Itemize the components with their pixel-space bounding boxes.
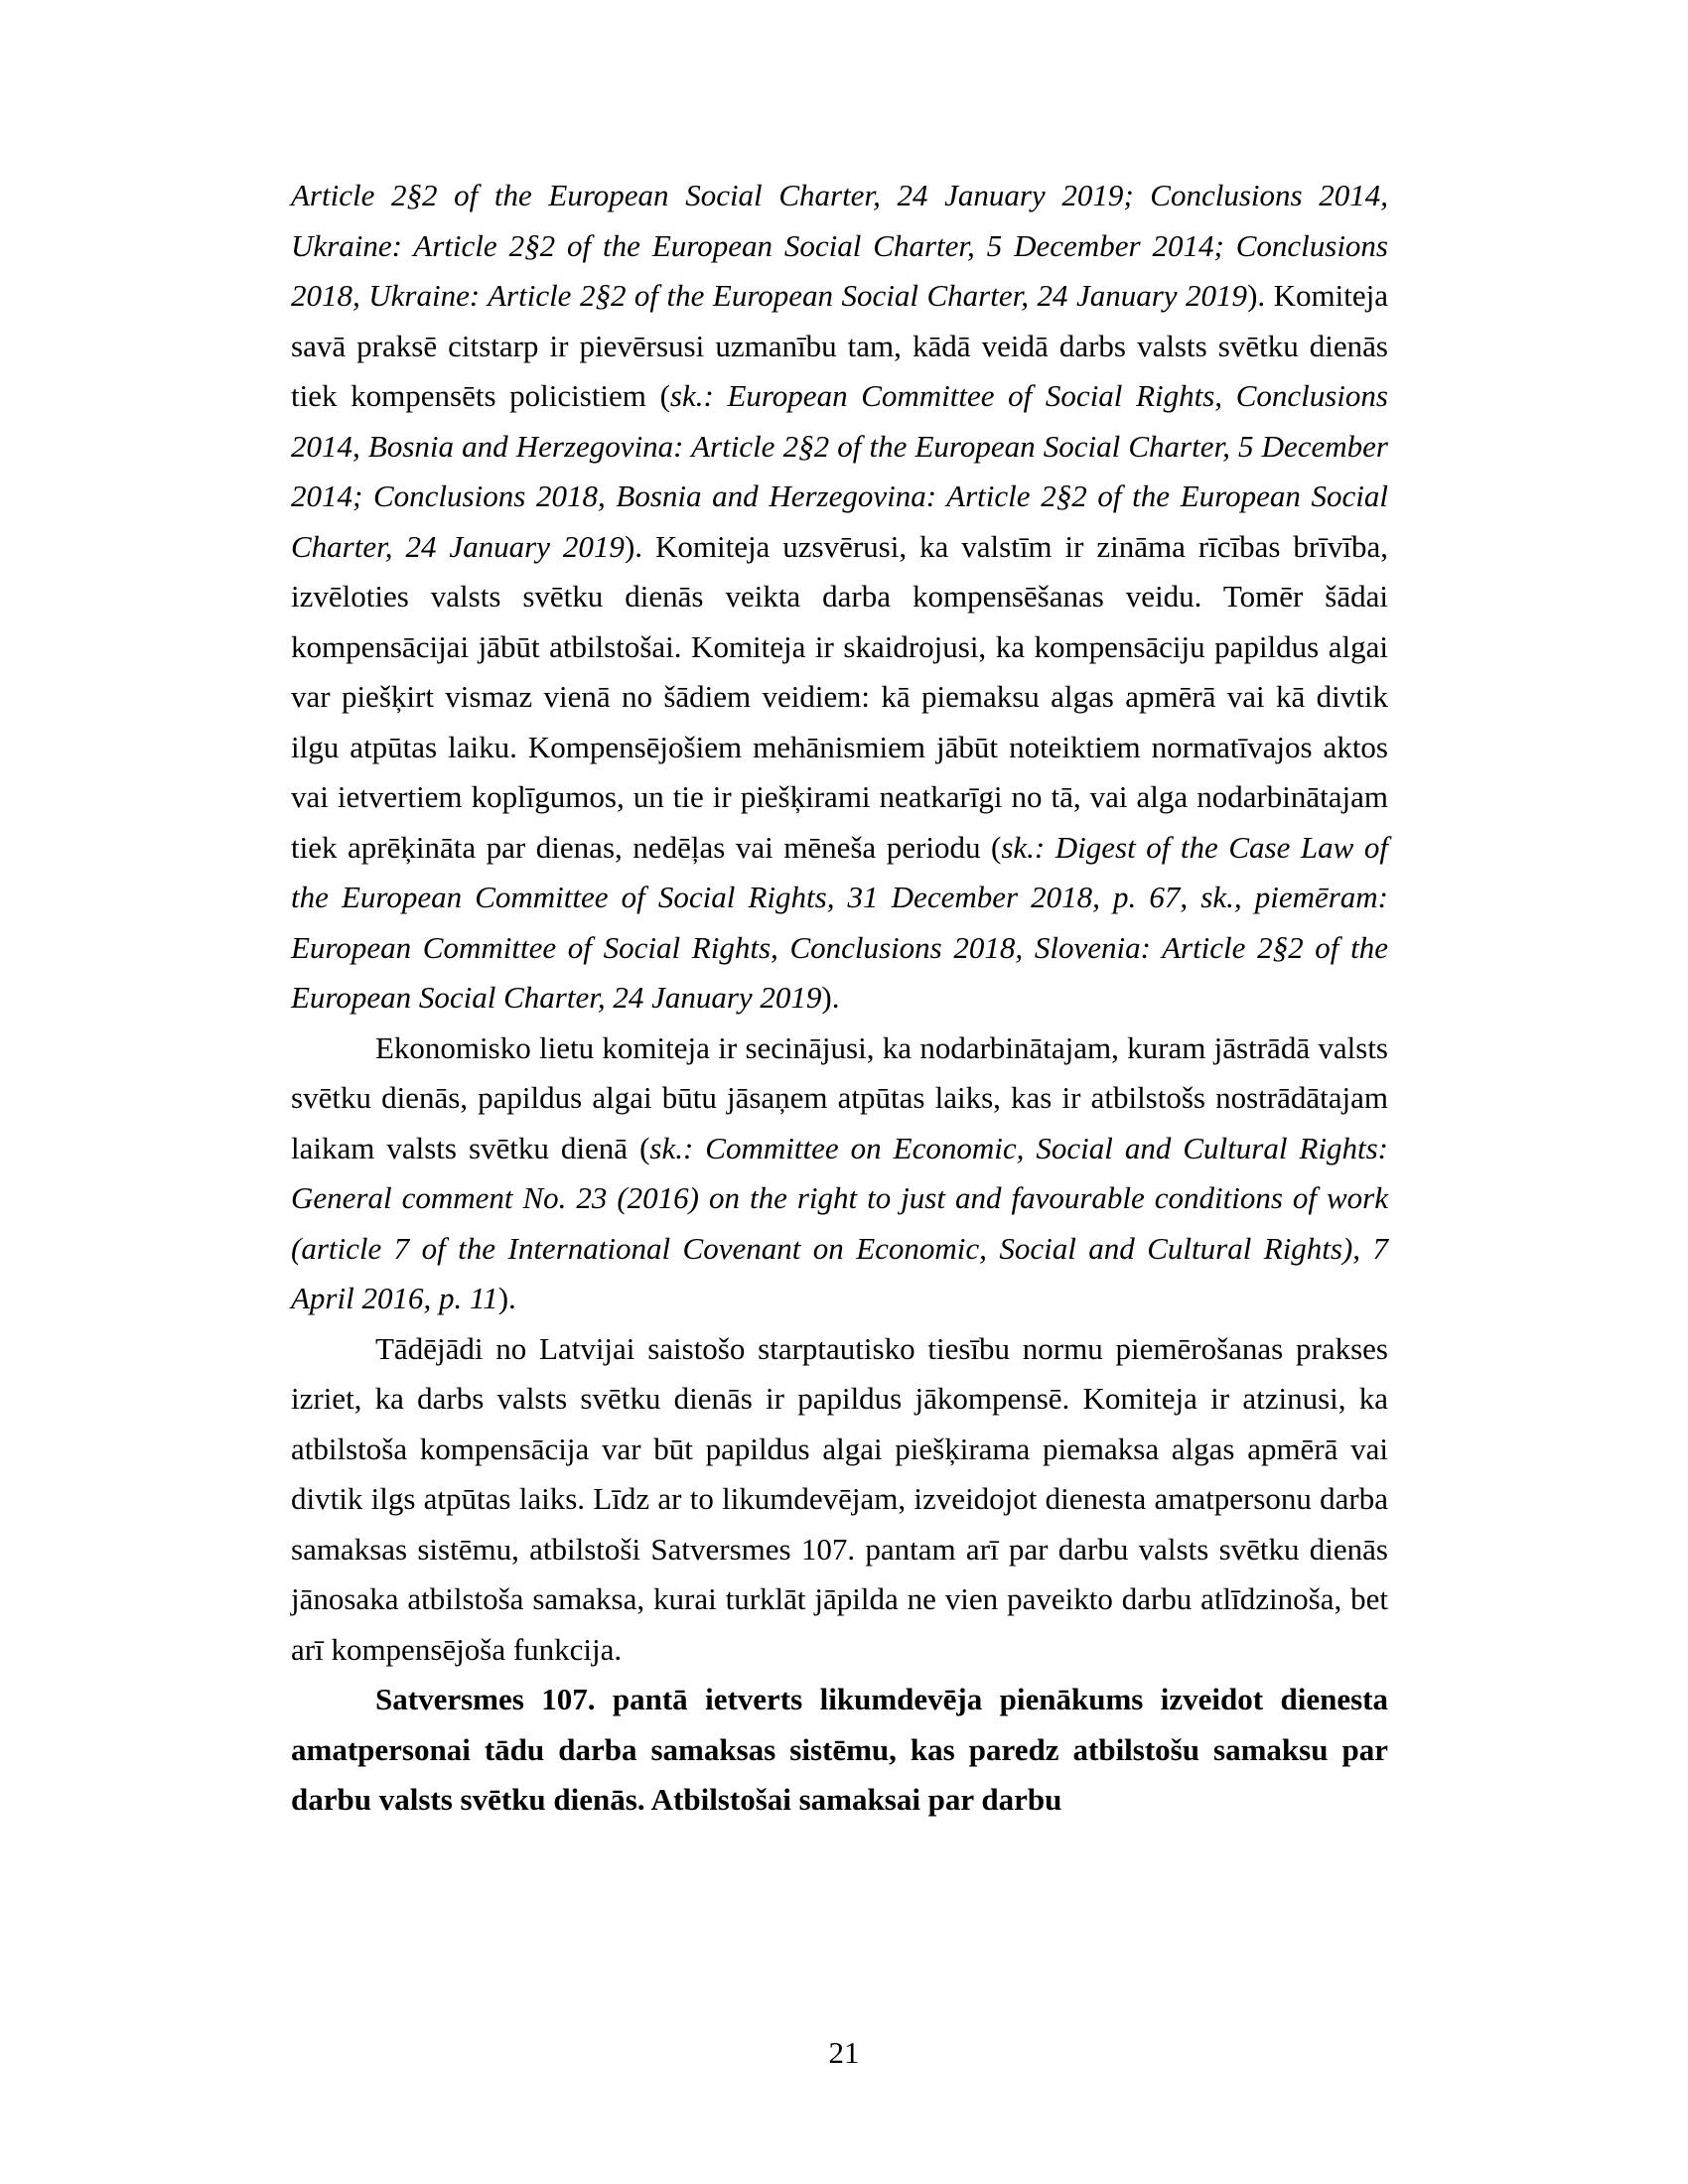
citation-text: sk.: Digest of the Case Law of the European Committee of Social Rights, 31 December 2018, p. 67, sk., piemēram: European Committee of Social Rights, Conclusions 2018, Slovenia: Article 2§2 of the European Social Charter, 24 January 2019 [291,829,1388,1015]
body-text: ). Komiteja uzsvērusi, ka valstīm ir zināma rīcības brīvība, izvēloties valsts svētku dienās veikta darba kompensēšanas veidu. Tomēr šādai kompensācijai jābūt atbilstošai. Komiteja ir skaidrojusi, ka kompensāciju papildus algai var piešķirt vismaz vienā no šādiem veidiem: kā piemaksu algas apmērā vai kā divtik ilgu atpūtas laiku. Kompensējošiem mehānismiem jābūt noteiktiem normatīvajos aktos vai ietvertiem koplīgumos, un tie ir piešķirami neatkarīgi no tā, vai alga nodarbinātajam tiek aprēķināta par dienas, nedēļas vai mēneša periodu ( [291,528,1388,865]
body-text: ). [821,980,840,1015]
bold-body-text: Satversmes 107. pantā ietverts likumdevēja pienākums izveidot dienesta amatpersonai tādu darba samaksas sistēmu, kas paredz atbilstošu samaksu par darbu valsts svētku dienās. Atbilstošai samaksai par darbu [291,1682,1388,1817]
body-text: ). [497,1281,516,1315]
body-text: Tādējādi no Latvijai saistošo starptautisko tiesību normu piemērošanas prakses izriet, ka darbs valsts svētku dienās ir papildus jākompensē. Komiteja ir atzinusi, ka atbilstoša kompensācija var būt papildus algai piešķirama piemaksa algas apmērā vai divtik ilgs atpūtas laiks. Līdz ar to likumdevējam, izveidojot dienesta amatpersonu darba samaksas sistēmu, atbilstoši Satversmes 107. pantam arī par darbu valsts svētku dienās jānosaka atbilstoša samaksa, kurai turklāt jāpilda ne vien paveikto darbu atlīdzinoša, bet arī kompensējoša funkcija. [291,1330,1388,1667]
body-text: Ekonomisko lietu komiteja ir secinājusi, ka nodarbinātajam, kuram jāstrādā valsts svētku dienās, papildus algai būtu jāsaņem atpūtas laiks, kas ir atbilstošs nostrādātajam laikam valsts svētku dienā ( [291,1029,1388,1165]
page-number: 21 [828,2035,860,2070]
paragraph-2 [291,1024,1388,1324]
paragraph-1 [291,171,1388,1024]
citation-text: Article 2§2 of the European Social Charter, 24 January 2019; Conclusions 2014, Ukraine: Article 2§2 of the European Social Charter, 5 December 2014; Conclusions 2018, Ukraine: Article 2§2 of the European Social Charter, 24 January 2019 [291,178,1388,313]
citation-text: sk.: European Committee of Social Rights, Conclusions 2014, Bosnia and Herzegovina: Article 2§2 of the European Social Charter, 5 December 2014; Conclusions 2018, Bosnia and Herzegovina: Article 2§2 of the European Social Charter, 24 January 2019 [291,378,1388,564]
citation-text: sk.: Committee on Economic, Social and Cultural Rights: General comment No. 23 (2016) on the right to just and favourable conditions of work (article 7 of the International Covenant on Economic, Social and Cultural Rights), 7 April 2016, p. 11 [291,1130,1388,1315]
body-text: ). Komiteja savā praksē citstarp ir pievērsusi uzmanību tam, kādā veidā darbs valsts svētku dienās tiek kompensēts policistiem ( [291,278,1388,413]
document-body [291,171,1388,1826]
paragraph-4-bold [291,1675,1388,1826]
paragraph-3 [291,1324,1388,1676]
